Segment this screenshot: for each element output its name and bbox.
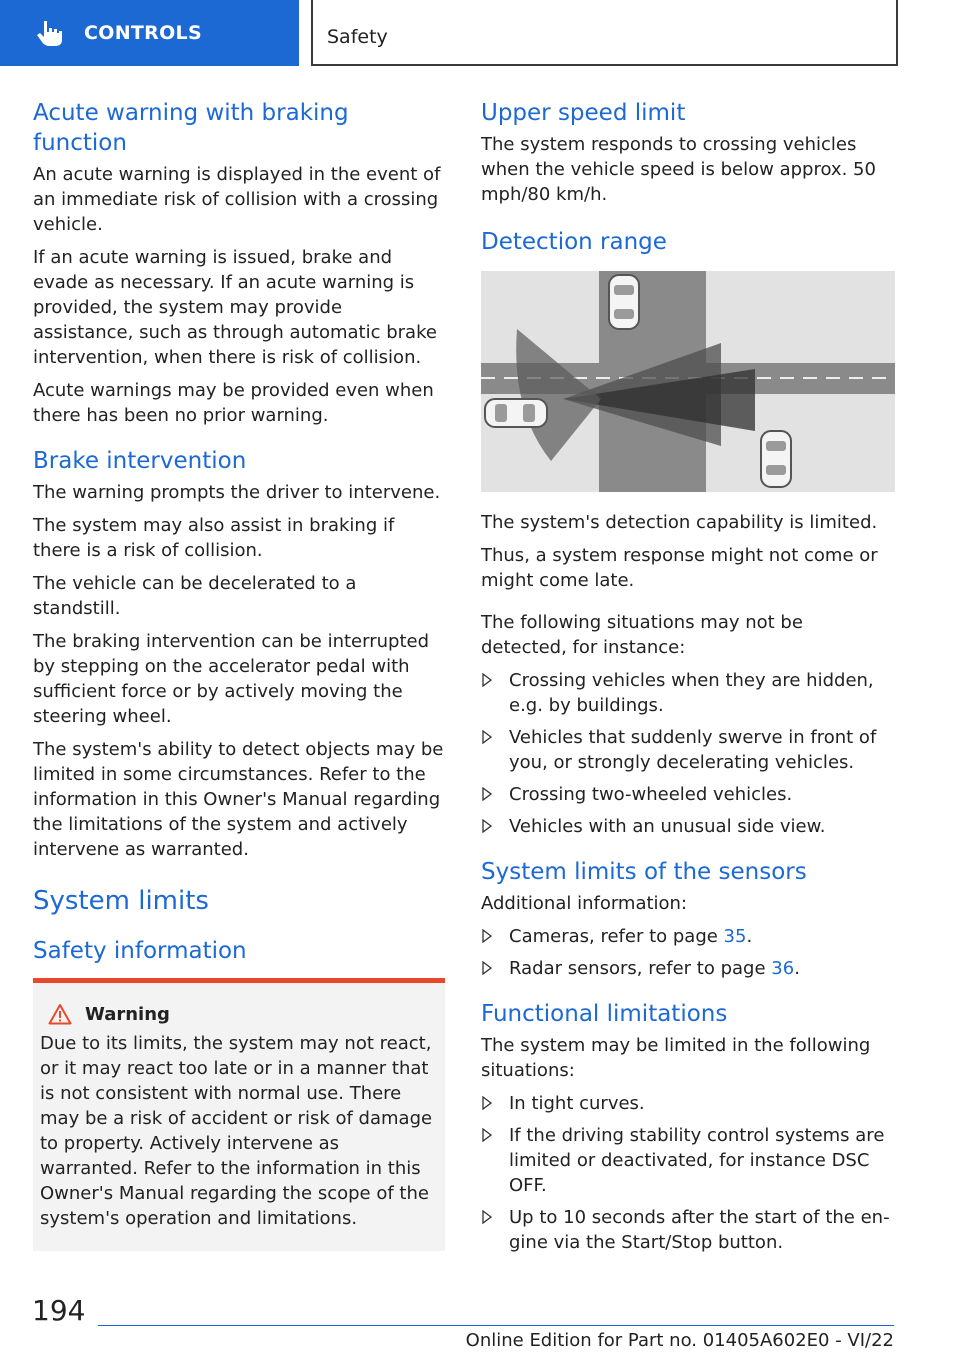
triangle-bullet-icon: [482, 961, 492, 975]
functional-limitations-heading: Functional limitations: [481, 1001, 728, 1027]
triangle-bullet-icon: [482, 929, 492, 943]
warning-triangle-icon: [48, 1003, 72, 1025]
car-bottom-icon: [761, 431, 791, 487]
list-item: Vehicles that suddenly swerve in front of you, or strongly decelerating vehicles.: [481, 725, 893, 775]
brake-paragraph-3: The vehicle can be decelerated to a standstill.: [33, 573, 357, 619]
section-tab[interactable]: [0, 0, 299, 66]
section-label: CONTROLS: [84, 22, 202, 44]
acute-paragraph-3: Acute warnings may be provided even when there has been no prior warning.: [33, 380, 434, 426]
brake-paragraph-4: The braking intervention can be interrupted by stepping on the accelerator pedal with sufficient force or by actively moving the steering wheel.: [33, 631, 430, 727]
safety-information-heading: Safety information: [33, 938, 247, 964]
system-limits-heading: System limits: [33, 886, 209, 916]
brake-paragraph-2: The system may also assist in braking if there is a risk of collision.: [33, 515, 395, 561]
range-paragraph-1: The system's detection capability is limited.: [481, 512, 878, 533]
detection-range-diagram: [481, 271, 895, 492]
left-column: [33, 98, 445, 1251]
range-paragraph-2: Thus, a system response might not come or might come late.: [481, 545, 878, 591]
edition-text: Online Edition for Part no. 01405A602E0 - VI/22: [465, 1330, 894, 1351]
sensors-list: [481, 924, 893, 981]
range-paragraph-3: The following situations may not be detected, for instance:: [481, 612, 803, 658]
car-top-icon: [609, 275, 639, 329]
triangle-bullet-icon: [482, 787, 492, 801]
list-item: If the driving stability control systems are limited or deactivated, for instance DSC OFF.: [481, 1123, 893, 1198]
triangle-bullet-icon: [482, 1096, 492, 1110]
triangle-bullet-icon: [482, 730, 492, 744]
page-number: 194: [32, 1294, 86, 1327]
list-item: In tight curves.: [481, 1091, 893, 1116]
triangle-bullet-icon: [482, 673, 492, 687]
page-title: Safety: [327, 26, 388, 48]
brake-paragraph-5: The system's ability to detect objects may be limited in some circumstances. Refer to the information in this Owner's Manual regarding the limitations of the system and actively intervene as warranted.: [33, 739, 444, 860]
func-paragraph: The system may be limited in the following situations:: [481, 1035, 871, 1081]
footer-divider: [98, 1325, 894, 1326]
func-list: [481, 1091, 893, 1255]
page-link-cameras[interactable]: 35: [723, 926, 747, 947]
page-link-radar[interactable]: 36: [771, 958, 795, 979]
warning-title: Warning: [85, 1003, 170, 1025]
triangle-bullet-icon: [482, 1210, 492, 1224]
acute-paragraph-2: If an acute warning is issued, brake and evade as necessary. If an acute warning is provided, the system may provide assistance, such as through automatic brake intervention, when there is risk of collision.: [33, 247, 437, 368]
car-left-icon: [485, 399, 547, 427]
hand-pointer-icon: [36, 18, 64, 48]
list-item: Vehicles with an unusual side view.: [481, 814, 893, 839]
list-item: Up to 10 seconds after the start of the engine via the Start/Stop button.: [481, 1205, 893, 1255]
sensors-paragraph: Additional information:: [481, 893, 688, 914]
upper-speed-limit-heading: Upper speed limit: [481, 100, 686, 126]
list-item: Cameras, refer to page 35.: [481, 924, 893, 949]
speed-paragraph: The system responds to crossing vehicles when the vehicle speed is below approx. 50 mph/80 km/h.: [481, 134, 876, 205]
acute-paragraph-1: An acute warning is displayed in the event of an immediate risk of collision with a crossing vehicle.: [33, 164, 441, 235]
brake-intervention-heading: Brake intervention: [33, 448, 247, 474]
page-header: [311, 0, 898, 66]
warning-box: [33, 978, 445, 1251]
warning-text: Due to its limits, the system may not react, or it may react too late or in a manner that is not consistent with normal use. There may be a risk of accident or risk of damage to property. Actively intervene as warranted. Refer to the information in this Owner's Manual regarding the scope of the system's operation and limitations.: [40, 1033, 433, 1229]
right-column: [481, 98, 893, 1263]
acute-warning-heading: Acute warning with braking function: [33, 100, 349, 156]
brake-paragraph-1: The warning prompts the driver to intervene.: [33, 482, 441, 503]
triangle-bullet-icon: [482, 1128, 492, 1142]
triangle-bullet-icon: [482, 819, 492, 833]
range-list: [481, 668, 893, 839]
list-item: Crossing vehicles when they are hidden, e.g. by buildings.: [481, 668, 893, 718]
list-item: Radar sensors, refer to page 36.: [481, 956, 893, 981]
sensor-limits-heading: System limits of the sensors: [481, 859, 807, 885]
list-item: Crossing two-wheeled vehicles.: [481, 782, 893, 807]
detection-range-heading: Detection range: [481, 229, 667, 255]
